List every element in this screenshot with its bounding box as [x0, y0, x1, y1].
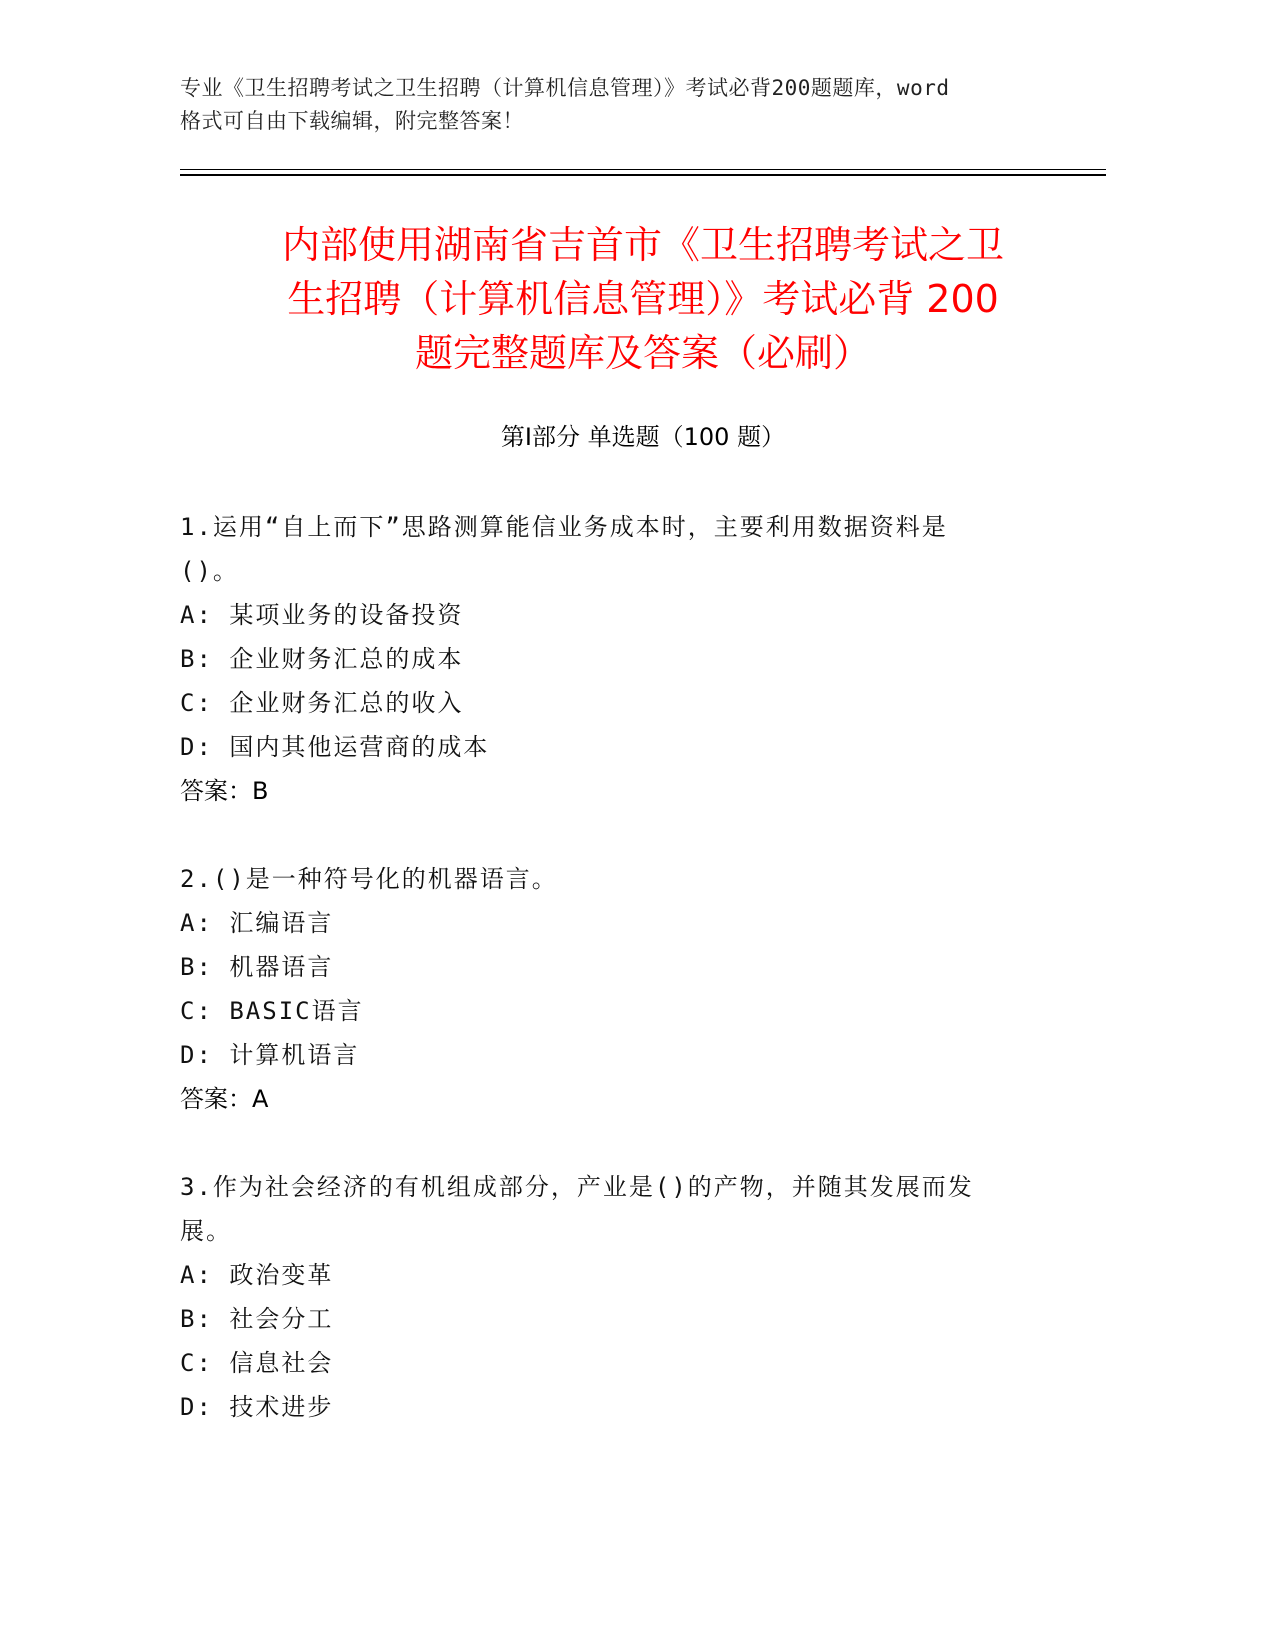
option-d: D: 国内其他运营商的成本	[180, 733, 490, 761]
question-stem-line-2: 展。	[180, 1217, 232, 1245]
option-a: A: 汇编语言	[180, 909, 334, 937]
header-divider-thick	[180, 174, 1106, 176]
document-title-line-2: 生招聘（计算机信息管理）》考试必背 200	[287, 277, 999, 321]
answer: 答案：B	[180, 777, 269, 805]
section-heading: 第Ⅰ部分 单选题（100 题）	[500, 423, 786, 451]
document-title-line-3: 题完整题库及答案（必刷）	[414, 331, 871, 375]
question-stem-line-2: ()。	[180, 557, 239, 585]
question-list	[180, 505, 1040, 1473]
question-3	[180, 1165, 1040, 1429]
option-c: C: BASIC语言	[180, 997, 364, 1025]
document-title	[180, 218, 1106, 380]
option-b: B: 企业财务汇总的成本	[180, 645, 464, 673]
header-note-line-2: 格式可自由下载编辑，附完整答案！	[180, 109, 524, 133]
header-note-line-1: 专业《卫生招聘考试之卫生招聘（计算机信息管理）》考试必背200题题库，word	[180, 76, 950, 100]
question-stem-line-1: 3.作为社会经济的有机组成部分，产业是()的产物，并随其发展而发	[180, 1173, 974, 1201]
question-stem-line-1: 1.运用“自上而下”思路测算能信业务成本时，主要利用数据资料是	[180, 513, 948, 541]
option-d: D: 计算机语言	[180, 1041, 360, 1069]
header-note	[180, 72, 1060, 138]
document-title-line-1: 内部使用湖南省吉首市《卫生招聘考试之卫	[281, 223, 1004, 267]
question-2	[180, 857, 1040, 1121]
option-a: A: 某项业务的设备投资	[180, 601, 464, 629]
option-c: C: 企业财务汇总的收入	[180, 689, 464, 717]
answer: 答案：A	[180, 1085, 269, 1113]
option-a: A: 政治变革	[180, 1261, 334, 1289]
option-b: B: 社会分工	[180, 1305, 334, 1333]
header-divider-thin	[180, 169, 1106, 170]
option-b: B: 机器语言	[180, 953, 334, 981]
option-d: D: 技术进步	[180, 1393, 334, 1421]
option-c: C: 信息社会	[180, 1349, 334, 1377]
question-stem-line-1: 2.()是一种符号化的机器语言。	[180, 865, 558, 893]
question-1	[180, 505, 1040, 813]
